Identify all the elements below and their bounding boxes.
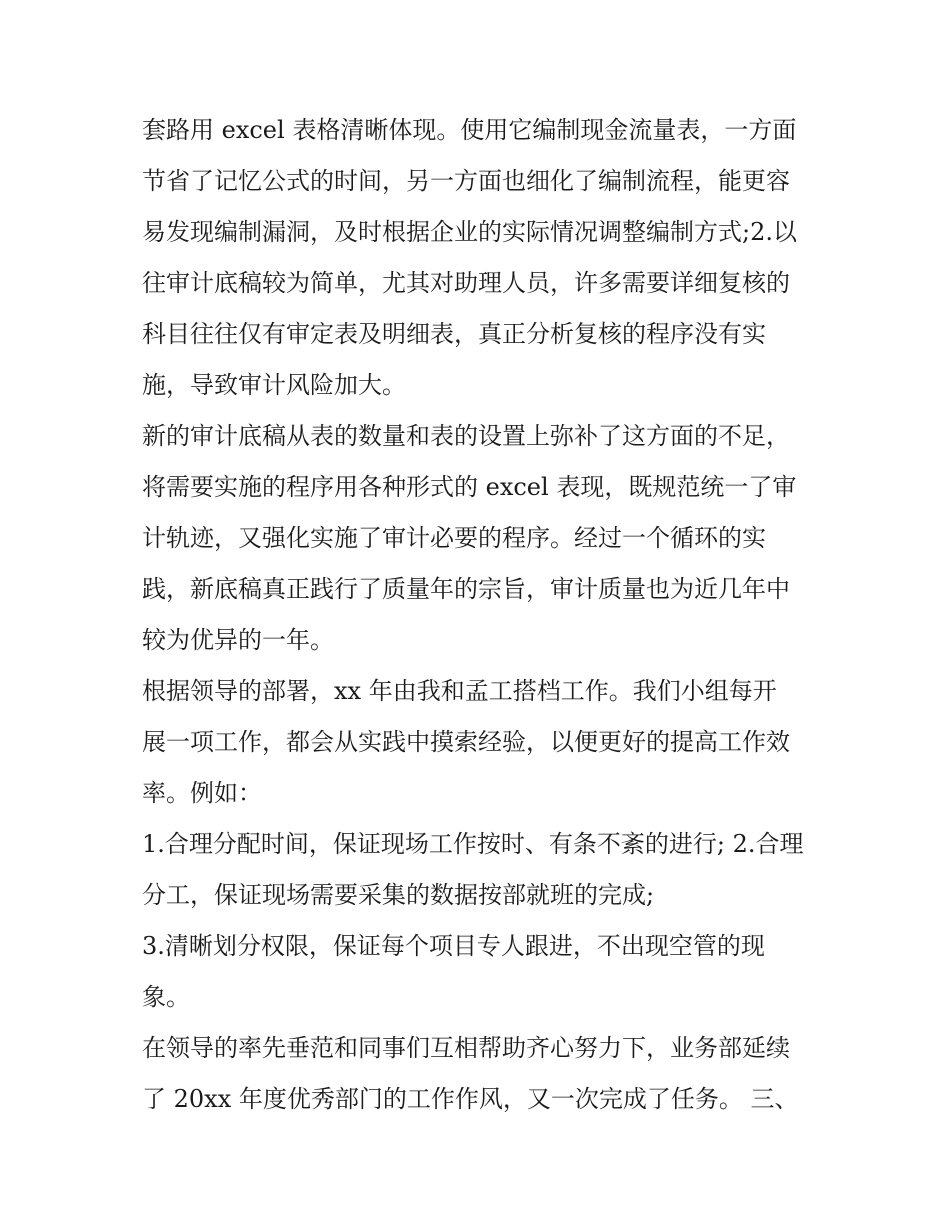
text-line: 1.合理分配时间，保证现场工作按时、有条不紊的进行; 2.合理	[142, 830, 804, 858]
text-line: 科目往往仅有审定表及明细表，真正分析复核的程序没有实	[142, 320, 766, 348]
text-line: 计轨迹，又强化实施了审计必要的程序。经过一个循环的实	[142, 524, 766, 552]
text-line: 象。	[142, 983, 190, 1011]
text-line: 将需要实施的程序用各种形式的 excel 表现，既规范统一了审	[142, 473, 797, 501]
text-line: 新的审计底稿从表的数量和表的设置上弥补了这方面的不足，	[142, 422, 790, 450]
text-line: 3.清晰划分权限，保证每个项目专人跟进，不出现空管的现	[142, 932, 765, 960]
text-line: 根据领导的部署，xx 年由我和孟工搭档工作。我们小组每开	[142, 677, 777, 705]
text-line: 了 20xx 年度优秀部门的工作作风，又一次完成了任务。 三、	[142, 1085, 799, 1113]
text-line: 施，导致审计风险加大。	[142, 371, 406, 399]
text-line: 节省了记忆公式的时间，另一方面也细化了编制流程，能更容	[142, 167, 790, 195]
text-line: 率。例如：	[142, 779, 262, 807]
text-line: 展一项工作，都会从实践中摸索经验，以便更好的提高工作效	[142, 728, 790, 756]
text-line: 较为优异的一年。	[142, 626, 334, 654]
text-line: 分工，保证现场需要采集的数据按部就班的完成;	[142, 881, 655, 909]
text-line: 易发现编制漏洞，及时根据企业的实际情况调整编制方式;2.以	[142, 218, 797, 246]
text-line: 套路用 excel 表格清晰体现。使用它编制现金流量表，一方面	[142, 116, 797, 144]
document-body	[142, 105, 822, 1125]
text-line: 践，新底稿真正践行了质量年的宗旨，审计质量也为近几年中	[142, 575, 790, 603]
text-line: 在领导的率先垂范和同事们互相帮助齐心努力下，业务部延续	[142, 1034, 790, 1062]
text-line: 往审计底稿较为简单，尤其对助理人员，许多需要详细复核的	[142, 269, 790, 297]
